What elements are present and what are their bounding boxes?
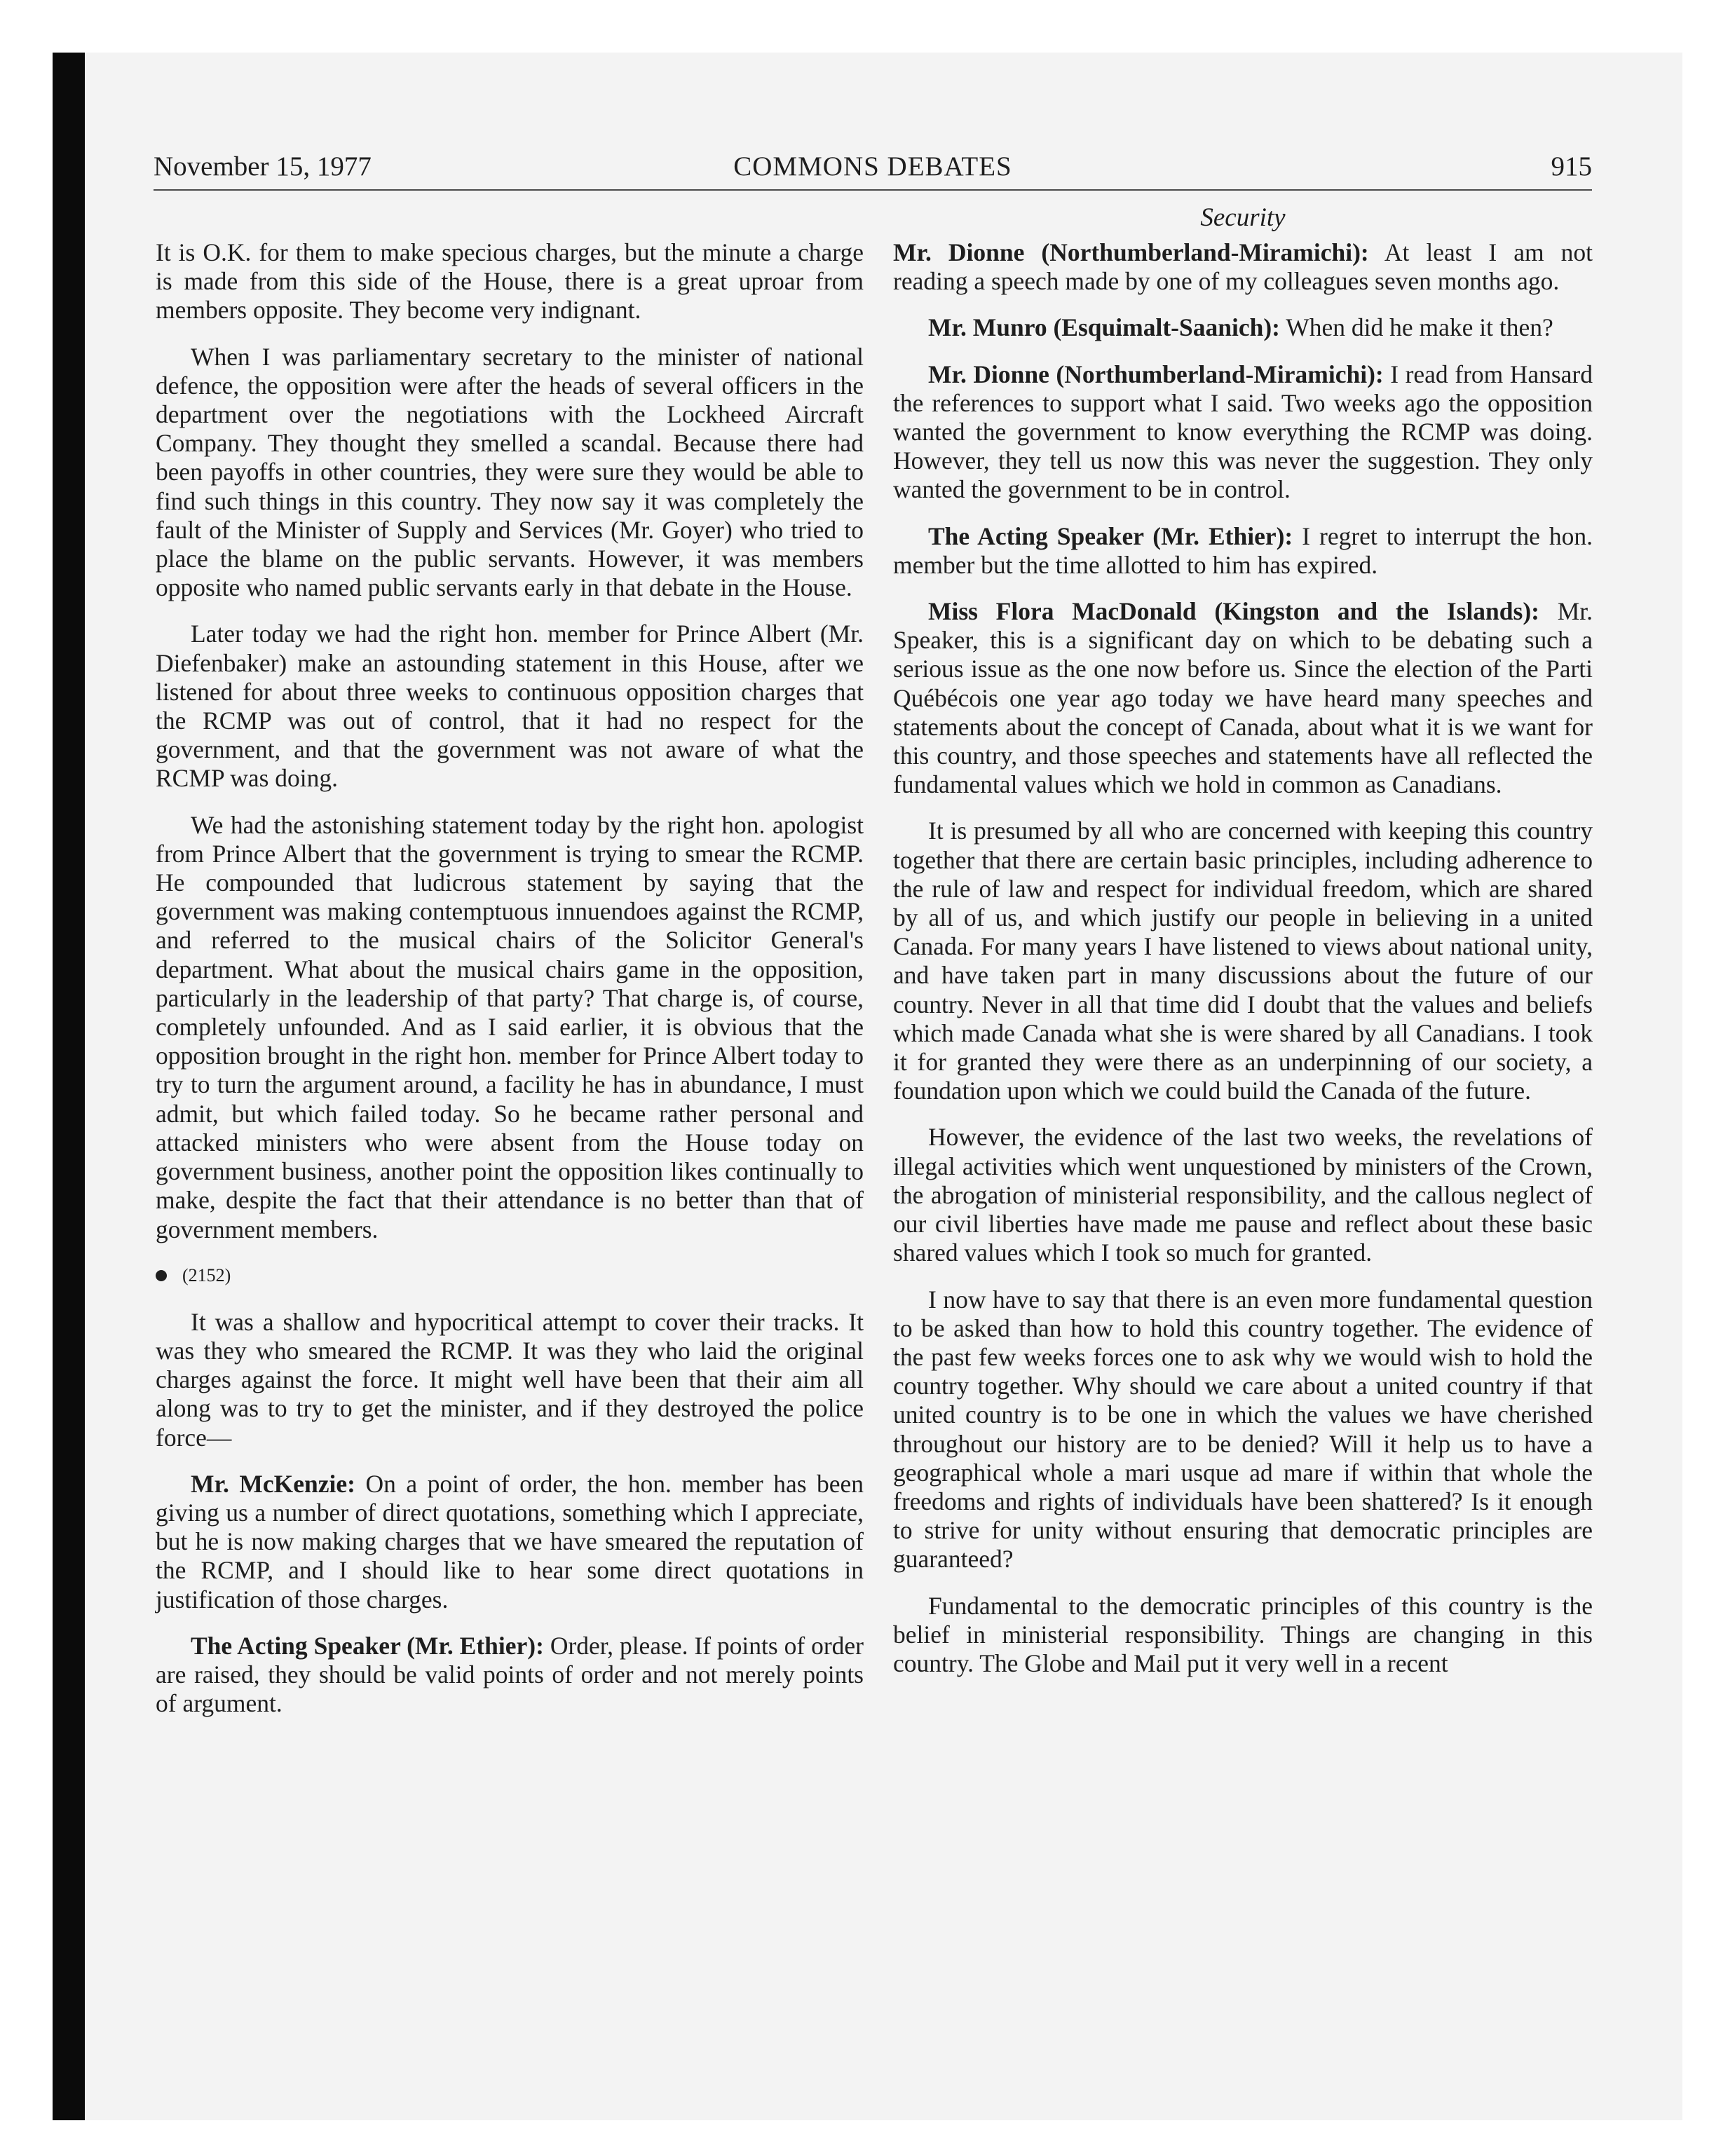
speaker-name: Mr. Munro (Esquimalt-Saanich): — [928, 313, 1280, 342]
paragraph-text: Fundamental to the democratic principles of this country is the belief in ministerial responsibility. Things are changing in this country. The Globe and Mail put it very well in a recent — [893, 1591, 1593, 1677]
paragraph-text: However, the evidence of the last two weeks, the revelations of illegal activities which went unquestioned by ministers of the Crown, the abrogation of ministerial responsibility, and the callous neglect of our civil liberties have made me pause and reflect about these basic shared values which I took so much for granted. — [893, 1123, 1593, 1267]
speaker-name: Mr. Dionne (Northumberland-Miramichi): — [928, 360, 1384, 388]
header-date: November 15, 1977 — [154, 151, 372, 182]
speaker-name: The Acting Speaker (Mr. Ethier): — [928, 521, 1293, 550]
paragraph — [156, 238, 864, 325]
paragraph-text: Mr. Speaker, this is a significant day on which to be debating such a serious issue as the one now before us. Since the election of the Parti Québécois one year ago today we have heard many speeches and statements about the concept of Canada, about what it is we want for this country, and those speeches and statements have all reflected the fundamental values which we hold in common as Canadians. — [893, 597, 1593, 799]
paragraph — [893, 597, 1593, 799]
time-marker — [156, 1262, 864, 1290]
right-column — [893, 238, 1593, 1696]
page-number: 915 — [1551, 151, 1592, 182]
paragraph — [893, 1123, 1593, 1267]
paragraph — [156, 1470, 864, 1614]
paragraph — [893, 313, 1593, 342]
paragraph-text: Order, please. If points of order are raised, they should be valid points of order and not merely points of argument. — [156, 1631, 864, 1718]
section-title: Security — [1200, 203, 1286, 232]
paragraph-text: It is presumed by all who are concerned with keeping this country together that there are certain basic principles, including adherence to the rule of law and respect for individual freedom, which are shared by all of us, and which justify our people in believing in a united Canada. For many years I have listened to views about national unity, and have taken part in many discussions about the future of our country. Never in all that time did I doubt that the values and beliefs which made Canada what she is were shared by all Canadians. I took it for granted they were there as an underpinning of our society, a foundation upon which we could build the Canada of the future. — [893, 817, 1593, 1105]
paragraph — [156, 343, 864, 603]
paragraph-text: We had the astonishing statement today by the right hon. apologist from Prince Albert that the government is trying to smear the RCMP. He compounded that ludicrous statement by saying that the government was making contemptuous innuendoes against the RCMP, and referred to the musical chairs of the Solicitor General's department. What about the musical chairs game in the opposition, particularly in the leadership of that party? That charge is, of course, completely unfounded. And as I said earlier, it is obvious that the opposition brought in the right hon. member for Prince Albert today to try to turn the argument around, a facility he has in abundance, I must admit, but which failed today. So he became rather personal and attacked ministers who were absent from the House today on government business, another point the opposition likes continually to make, despite the fact that their attendance is no better than that of government members. — [156, 810, 864, 1243]
paragraph-text: I read from Hansard the references to support what I said. Two weeks ago the opposition wanted the government to know everything the RCMP was doing. However, they tell us now this was never the suggestion. They only wanted the government to be in control. — [893, 360, 1593, 504]
paragraph — [893, 238, 1593, 296]
paragraph — [893, 360, 1593, 505]
paragraph — [893, 1592, 1593, 1679]
paragraph-text: I regret to interrupt the hon. member but the time allotted to him has expired. — [893, 521, 1593, 579]
paragraph — [156, 620, 864, 793]
paragraph — [893, 1285, 1593, 1574]
speaker-name: Miss Flora MacDonald (Kingston and the Islands): — [928, 597, 1540, 626]
bullet-icon — [156, 1270, 167, 1281]
speaker-name: Mr. McKenzie: — [191, 1469, 355, 1498]
header-publication: COMMONS DEBATES — [733, 151, 1012, 182]
scan-border — [53, 53, 85, 2120]
paragraph-text: It is O.K. for them to make specious charges, but the minute a charge is made from this side of the House, there is a great uproar from members opposite. They become very indignant. — [156, 238, 864, 325]
paragraph-text: When did he make it then? — [1286, 313, 1553, 342]
running-header — [154, 147, 1592, 191]
speaker-name: The Acting Speaker (Mr. Ethier): — [191, 1631, 544, 1660]
paragraph — [893, 522, 1593, 580]
paragraph — [156, 1308, 864, 1452]
paragraph — [156, 811, 864, 1244]
paragraph-text: Later today we had the right hon. member for Prince Albert (Mr. Diefenbaker) make an astounding statement in this House, after we listened for about three weeks to continuous opposition charges that the RCMP was out of control, that it had no respect for the government, and that the government was not aware of what the RCMP was doing. — [156, 620, 864, 793]
time-marker-text: (2152) — [182, 1264, 231, 1285]
left-column — [156, 238, 864, 1735]
paragraph — [893, 817, 1593, 1105]
speaker-name: Mr. Dionne (Northumberland-Miramichi): — [893, 238, 1369, 266]
paragraph — [156, 1632, 864, 1719]
paragraph-text: At least I am not reading a speech made by one of my colleagues seven months ago. — [893, 238, 1593, 296]
paragraph-text: It was a shallow and hypocritical attempt to cover their tracks. It was they who smeared the RCMP. It was they who laid the original charges against the force. It might well have been that their aim all along was to try to get the minister, and if they destroyed the police force— — [156, 1307, 864, 1452]
paragraph-text: I now have to say that there is an even more fundamental question to be asked than how to hold this country together. The evidence of the past few weeks forces one to ask why we would wish to hold the country together. Why should we care about a united country if that united country is to be one in which the values we have cherished throughout our history are to be denied? Will it help us to have a geographical whole a mari usque ad mare if within that whole the freedoms and rights of individuals have been shattered? Is it enough to strive for unity without ensuring that democratic principles are guaranteed? — [893, 1285, 1593, 1574]
paragraph-text: When I was parliamentary secretary to the minister of national defence, the opposition were after the heads of several officers in the department over the negotiations with the Lockheed Aircraft Company. They thought they smelled a scandal. Because there had been payoffs in other countries, they were sure they would be able to find such things in this country. They now say it was completely the fault of the Minister of Supply and Services (Mr. Goyer) who tried to place the blame on the public servants. However, it was members opposite who named public servants early in that debate in the House. — [156, 342, 864, 602]
paragraph-text: On a point of order, the hon. member has been giving us a number of direct quotations, something which I appreciate, but he is now making charges that we have smeared the reputation of the RCMP, and I should like to hear some direct quotations in justification of those charges. — [156, 1469, 864, 1613]
